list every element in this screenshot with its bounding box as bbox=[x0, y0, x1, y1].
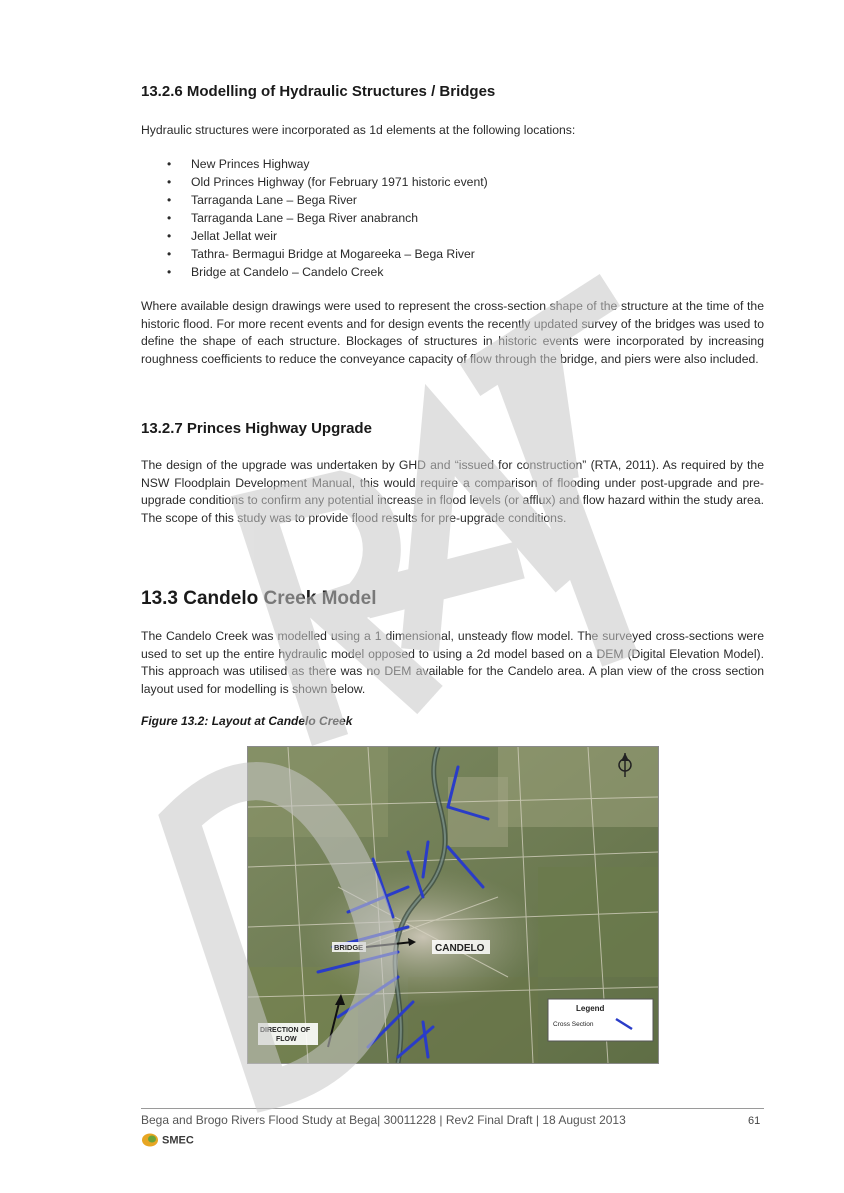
figure-caption: Figure 13.2: Layout at Candelo Creek bbox=[141, 714, 353, 728]
structures-paragraph: Where available design drawings were used to represent the cross-section shape of the structure at the time of the historic flood. For more recent events and for design events the recently updated survey of the bridges was used to define the shape of each structure. Blockages of structures in historic events were incorporated by increasing roughness coefficients to reduce the conveyance capacity of flow through the bridge, and piers were also included. bbox=[141, 299, 764, 366]
list-item: • Tarraganda Lane – Bega River anabranch bbox=[141, 209, 488, 227]
list-item: • Bridge at Candelo – Candelo Creek bbox=[141, 263, 488, 281]
intro-paragraph: Hydraulic structures were incorporated as 1d elements at the following locations: bbox=[141, 123, 576, 137]
logo-text: SMEC bbox=[162, 1134, 194, 1147]
direction-label-line2: FLOW bbox=[276, 1036, 297, 1043]
town-label: CANDELO bbox=[435, 943, 485, 954]
candelo-paragraph: The Candelo Creek was modelled using a 1 dimensional, unsteady flow model. The surveyed cross-sections were used to set up the entire hydraulic model opposed to using a 2d model based on a DEM (Digital Elevation Model). This approach was utilised as there was no DEM available for the Candelo area. A plan view of the cross section layout used for modelling is shown below. bbox=[141, 629, 764, 696]
legend-item-label: Cross Section bbox=[553, 1021, 594, 1028]
bridge-label: BRIDGE bbox=[334, 943, 364, 952]
map-legend bbox=[548, 999, 653, 1041]
legend-title: Legend bbox=[576, 1004, 605, 1013]
upgrade-paragraph: The design of the upgrade was undertaken by GHD and “issued for construction” (RTA, 2011). As required by the NSW Floodplain Development Manual, this would require a comparison of flooding under post-upgrade and pre-upgrade conditions to confirm any potential increase in flood levels (or afflux) and flow hazard within the study area. The scope of this study was to provide flood results for pre-upgrade conditions. bbox=[141, 458, 764, 525]
list-item: • Jellat Jellat weir bbox=[141, 227, 488, 245]
footer-text: Bega and Brogo Rivers Flood Study at Bega| 30011228 | Rev2 Final Draft | 18 August 2013 bbox=[141, 1113, 626, 1127]
aerial-map-image bbox=[248, 747, 658, 1063]
smec-logo bbox=[141, 1130, 211, 1148]
page-number: 61 bbox=[748, 1115, 761, 1127]
list-item: • New Princes Highway bbox=[141, 155, 488, 173]
list-item: • Old Princes Highway (for February 1971 historic event) bbox=[141, 173, 488, 191]
heading-13-3: 13.3 Candelo Creek Model bbox=[141, 588, 377, 609]
heading-13-2-7: 13.2.7 Princes Highway Upgrade bbox=[141, 420, 372, 437]
footer-rule bbox=[141, 1108, 764, 1109]
direction-label-line1: DIRECTION OF bbox=[260, 1027, 311, 1034]
list-item: • Tathra- Bermagui Bridge at Mogareeka – Bega River bbox=[141, 245, 488, 263]
structure-list bbox=[141, 155, 488, 281]
list-item: • Tarraganda Lane – Bega River bbox=[141, 191, 488, 209]
candelo-layout-map bbox=[247, 746, 659, 1064]
heading-13-2-6: 13.2.6 Modelling of Hydraulic Structures / Bridges bbox=[141, 83, 496, 100]
